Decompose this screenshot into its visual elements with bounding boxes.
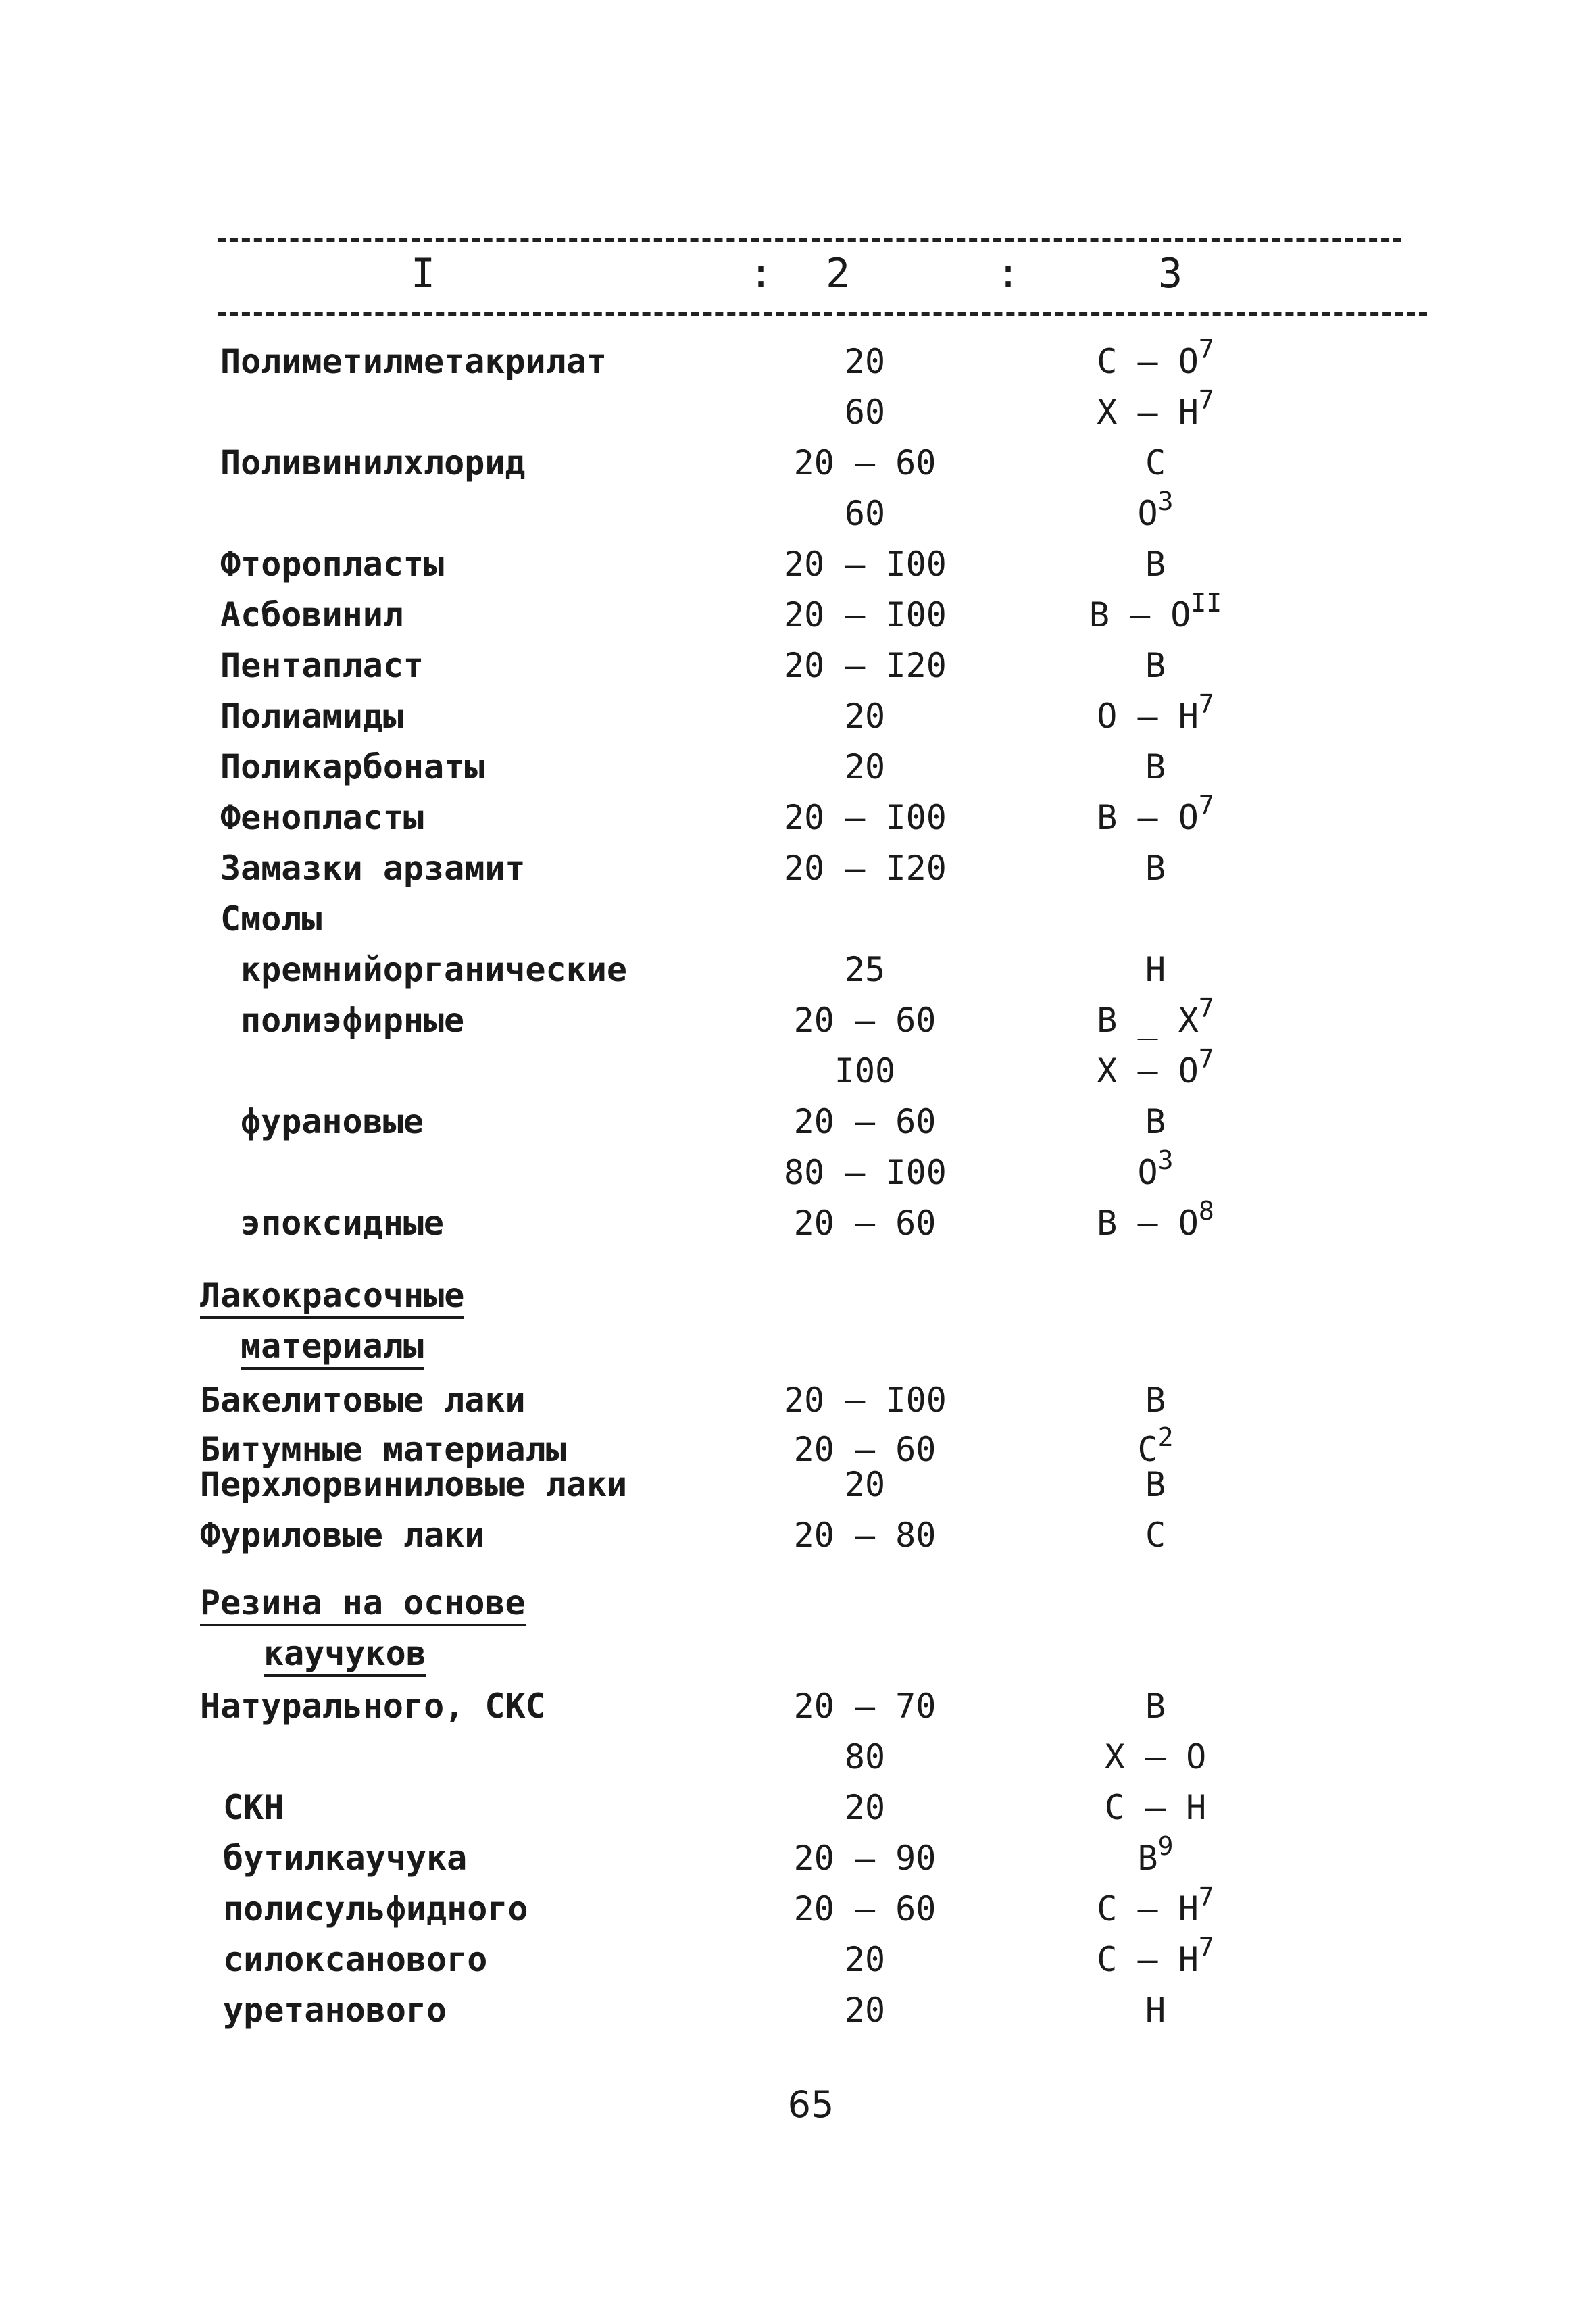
footnote-ref: 7: [1198, 791, 1214, 820]
column-header-1: I: [411, 250, 436, 297]
material-name: Фенопласты: [220, 798, 424, 837]
temperature: 20 – I20: [784, 646, 947, 685]
material-name: бутилкаучука: [223, 1839, 468, 1878]
table-row: [0, 1833, 1596, 1884]
material-name: силоксанового: [223, 1940, 488, 1979]
header-top-rule: [218, 238, 1401, 242]
resistance: $В^9$: [1137, 1831, 1174, 1878]
temperature: 20 – 60: [793, 1102, 937, 1141]
temperature: 25: [844, 950, 886, 989]
footnote-ref: 7: [1198, 993, 1214, 1023]
material-group-name: Смолы: [220, 899, 322, 939]
temperature: 20 – I00: [784, 595, 947, 634]
material-name: уретанового: [223, 1991, 447, 2030]
temperature: 20 – I00: [784, 545, 947, 584]
table-row: [0, 1046, 1596, 1097]
section-heading-paint: Лакокрасочные: [200, 1270, 464, 1321]
resistance: С: [1145, 1516, 1166, 1555]
material-name: Асбовинил: [220, 595, 403, 634]
material-name: кремнийорганические: [241, 950, 627, 989]
section-heading-rubber: каучуков: [264, 1628, 426, 1679]
temperature: 20: [844, 1991, 886, 2030]
table-row: [0, 995, 1596, 1046]
temperature: 20: [844, 747, 886, 787]
footnote-ref: 3: [1157, 487, 1174, 516]
resistance: С – $О^7$: [1097, 334, 1214, 381]
temperature: I00: [834, 1051, 896, 1091]
temperature: 20: [844, 697, 886, 736]
material-name: Пентапласт: [220, 646, 424, 685]
temperature: 20 – 60: [793, 443, 937, 482]
footnote-ref: II: [1191, 588, 1222, 618]
table-row: [0, 691, 1596, 742]
temperature: 20 – 60: [793, 1001, 937, 1040]
temperature: 20: [844, 342, 886, 381]
temperature: 20 – 60: [793, 1889, 937, 1928]
footnote-ref: 9: [1157, 1831, 1174, 1861]
table-row: [0, 1783, 1596, 1833]
resistance: С: [1145, 443, 1166, 482]
footnote-ref: 7: [1198, 689, 1214, 719]
column-separator: :: [749, 250, 774, 297]
resistance: В: [1145, 545, 1166, 584]
material-name: фурановые: [241, 1102, 424, 1141]
material-name: Перхлорвиниловые лаки: [200, 1465, 628, 1504]
resistance: В: [1145, 646, 1166, 685]
resistance: В: [1145, 1687, 1166, 1726]
table-row: [0, 438, 1596, 489]
resistance: Н: [1145, 950, 1166, 989]
temperature: 20 – I20: [784, 849, 947, 888]
resistance: В – $О^8$: [1097, 1196, 1214, 1243]
material-name: Поликарбонаты: [220, 747, 485, 787]
footnote-ref: 2: [1157, 1422, 1174, 1452]
resistance: $С^2$: [1137, 1422, 1174, 1469]
material-name: Полиметилметакрилат: [220, 342, 607, 381]
material-name: Поливинилхлорид: [220, 443, 526, 482]
resistance: В: [1145, 1465, 1166, 1504]
footnote-ref: 7: [1198, 385, 1214, 415]
column-separator: :: [996, 250, 1021, 297]
table-row: [0, 1935, 1596, 1985]
resistance: В _ $Х^7$: [1097, 993, 1214, 1040]
temperature: 80 – I00: [784, 1153, 947, 1192]
table-row: [0, 1732, 1596, 1783]
material-name: Бакелитовые лаки: [200, 1380, 526, 1420]
footnote-ref: 8: [1198, 1196, 1214, 1226]
material-name: Полиамиды: [220, 697, 403, 736]
resistance: С – $Н^7$: [1097, 1933, 1214, 1979]
table-row: [0, 793, 1596, 843]
table-row: [0, 1375, 1596, 1426]
table-row: [0, 641, 1596, 691]
section-heading-rubber: Резина на основе: [200, 1578, 526, 1628]
footnote-ref: 7: [1198, 1882, 1214, 1912]
table-row: [0, 1198, 1596, 1249]
table-row: [0, 1681, 1596, 1732]
table-row: [0, 539, 1596, 590]
temperature: 20: [844, 1465, 886, 1504]
resistance: В: [1145, 1102, 1166, 1141]
column-header-3: 3: [1158, 250, 1183, 297]
table-row: [0, 1985, 1596, 2036]
material-name: Битумные материалы: [200, 1430, 566, 1469]
table-row: [0, 1147, 1596, 1198]
header-bottom-rule: [218, 312, 1427, 316]
material-name: эпоксидные: [241, 1203, 445, 1243]
table-row: [0, 1097, 1596, 1147]
resistance: С – $Н^7$: [1097, 1882, 1214, 1928]
page-number: 65: [787, 2083, 834, 2126]
table-row: [0, 945, 1596, 995]
table-row: [0, 489, 1596, 539]
resistance: О – $Н^7$: [1097, 689, 1214, 736]
material-name: Замазки арзамит: [220, 849, 526, 888]
table-row: [0, 742, 1596, 793]
table-row: [0, 1460, 1596, 1510]
column-header-2: 2: [826, 250, 851, 297]
footnote-ref: 3: [1157, 1145, 1174, 1175]
material-name: Фуриловые лаки: [200, 1516, 485, 1555]
footnote-ref: 7: [1198, 1933, 1214, 1962]
resistance: $О^3$: [1137, 1145, 1174, 1192]
table-row: [0, 894, 1596, 945]
temperature: 20 – 80: [793, 1516, 937, 1555]
temperature: 20: [844, 1788, 886, 1827]
resistance: В: [1145, 747, 1166, 787]
table-row: [0, 387, 1596, 438]
temperature: 20 – I00: [784, 1380, 947, 1420]
footnote-ref: 7: [1198, 1044, 1214, 1074]
temperature: 60: [844, 393, 886, 432]
temperature: 20 – 60: [793, 1430, 937, 1469]
footnote-ref: 7: [1198, 334, 1214, 364]
table-row: [0, 334, 1596, 387]
table-row: [0, 843, 1596, 894]
temperature: 20 – 90: [793, 1839, 937, 1878]
temperature: 60: [844, 494, 886, 533]
temperature: 80: [844, 1737, 886, 1776]
resistance: В – $О^{II}$: [1089, 588, 1222, 634]
resistance: Х – $Н^7$: [1097, 385, 1214, 432]
temperature: 20: [844, 1940, 886, 1979]
resistance: Х – $О^7$: [1097, 1044, 1214, 1091]
material-name: Натурального, СКС: [200, 1687, 546, 1726]
section-heading-paint: материалы: [241, 1321, 424, 1372]
temperature: 20 – 70: [793, 1687, 937, 1726]
material-name: СКН: [223, 1788, 284, 1827]
resistance: В: [1145, 849, 1166, 888]
table-row: [0, 590, 1596, 641]
material-name: полисульфидного: [223, 1889, 528, 1928]
temperature: 20 – 60: [793, 1203, 937, 1243]
resistance: В: [1145, 1380, 1166, 1420]
resistance: Х – О: [1104, 1737, 1207, 1776]
temperature: 20 – I00: [784, 798, 947, 837]
material-name: Фторопласты: [220, 545, 445, 584]
table-row: [0, 1884, 1596, 1935]
resistance: С – Н: [1104, 1788, 1207, 1827]
material-name: полиэфирные: [241, 1001, 465, 1040]
table-row: [0, 1510, 1596, 1561]
resistance: $О^3$: [1137, 487, 1174, 533]
resistance: Н: [1145, 1991, 1166, 2030]
resistance: В – $О^7$: [1097, 791, 1214, 837]
